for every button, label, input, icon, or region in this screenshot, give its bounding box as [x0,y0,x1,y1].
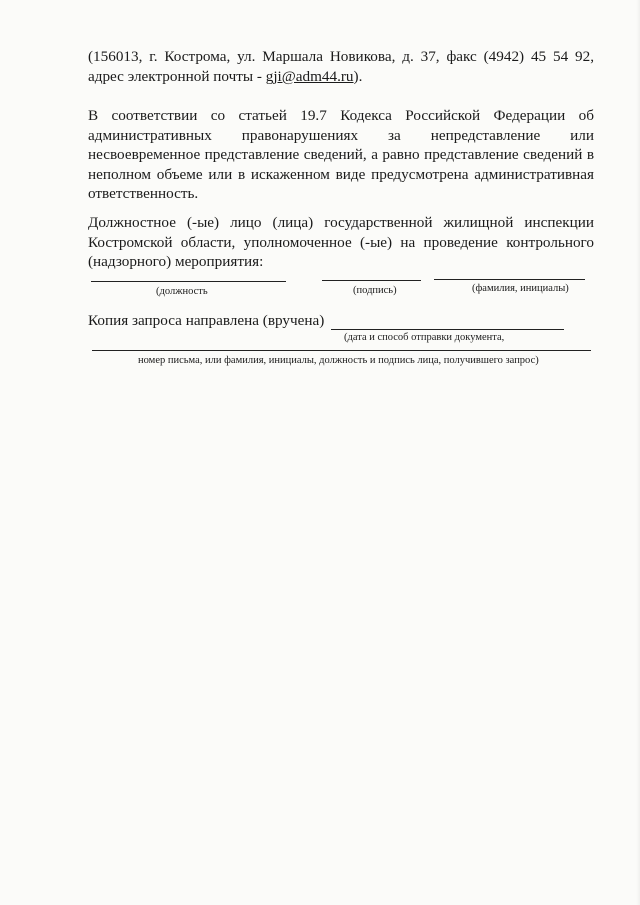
officials-line: (надзорного) мероприятия: [88,253,264,270]
liability-line: несвоевременное представление сведений, а равно представление сведений в [88,146,594,163]
address-closing: ). [353,67,363,85]
officials-line: Костромской области, уполномоченное (-ые) на проведение контрольного [88,233,594,251]
scan-edge [636,0,640,905]
name-line [434,279,585,280]
liability-line: ответственность. [88,185,199,202]
copy-details-caption: номер письма, или фамилия, инициалы, должность и подпись лица, получившего запрос) [138,355,539,366]
liability-line: В соответствии со статьей 19.7 Кодекса Российской Федерации об [88,107,594,124]
copy-details-line [92,350,591,351]
liability-paragraph [88,106,594,204]
liability-line: неполном объеме или в искаженном виде предусмотрена административная [88,165,594,183]
officials-line: Должностное (-ые) лицо (лица) государственной жилищной инспекции [88,214,594,231]
email-link[interactable]: gji@adm44.ru [265,67,354,85]
copy-date-caption: (дата и способ отправки документа, [344,332,505,343]
address-line-2 [88,67,594,87]
email-label: адрес электронной почты - [88,67,266,85]
address-paragraph [88,47,594,86]
signature-line [322,280,421,281]
copy-sent-label: Копия запроса направлена (вручена) [88,312,325,329]
position-line [91,281,286,282]
signature-caption: (подпись) [353,285,397,296]
liability-line: административных правонарушениях за непредставление или [88,126,594,144]
name-caption: (фамилия, инициалы) [472,283,569,294]
officials-paragraph [88,213,594,272]
copy-date-line [331,329,564,330]
position-caption: (должность [156,286,208,297]
address-line-1: (156013, г. Кострома, ул. Маршала Новикова, д. 37, факс (4942) 45 54 92, [88,48,594,65]
